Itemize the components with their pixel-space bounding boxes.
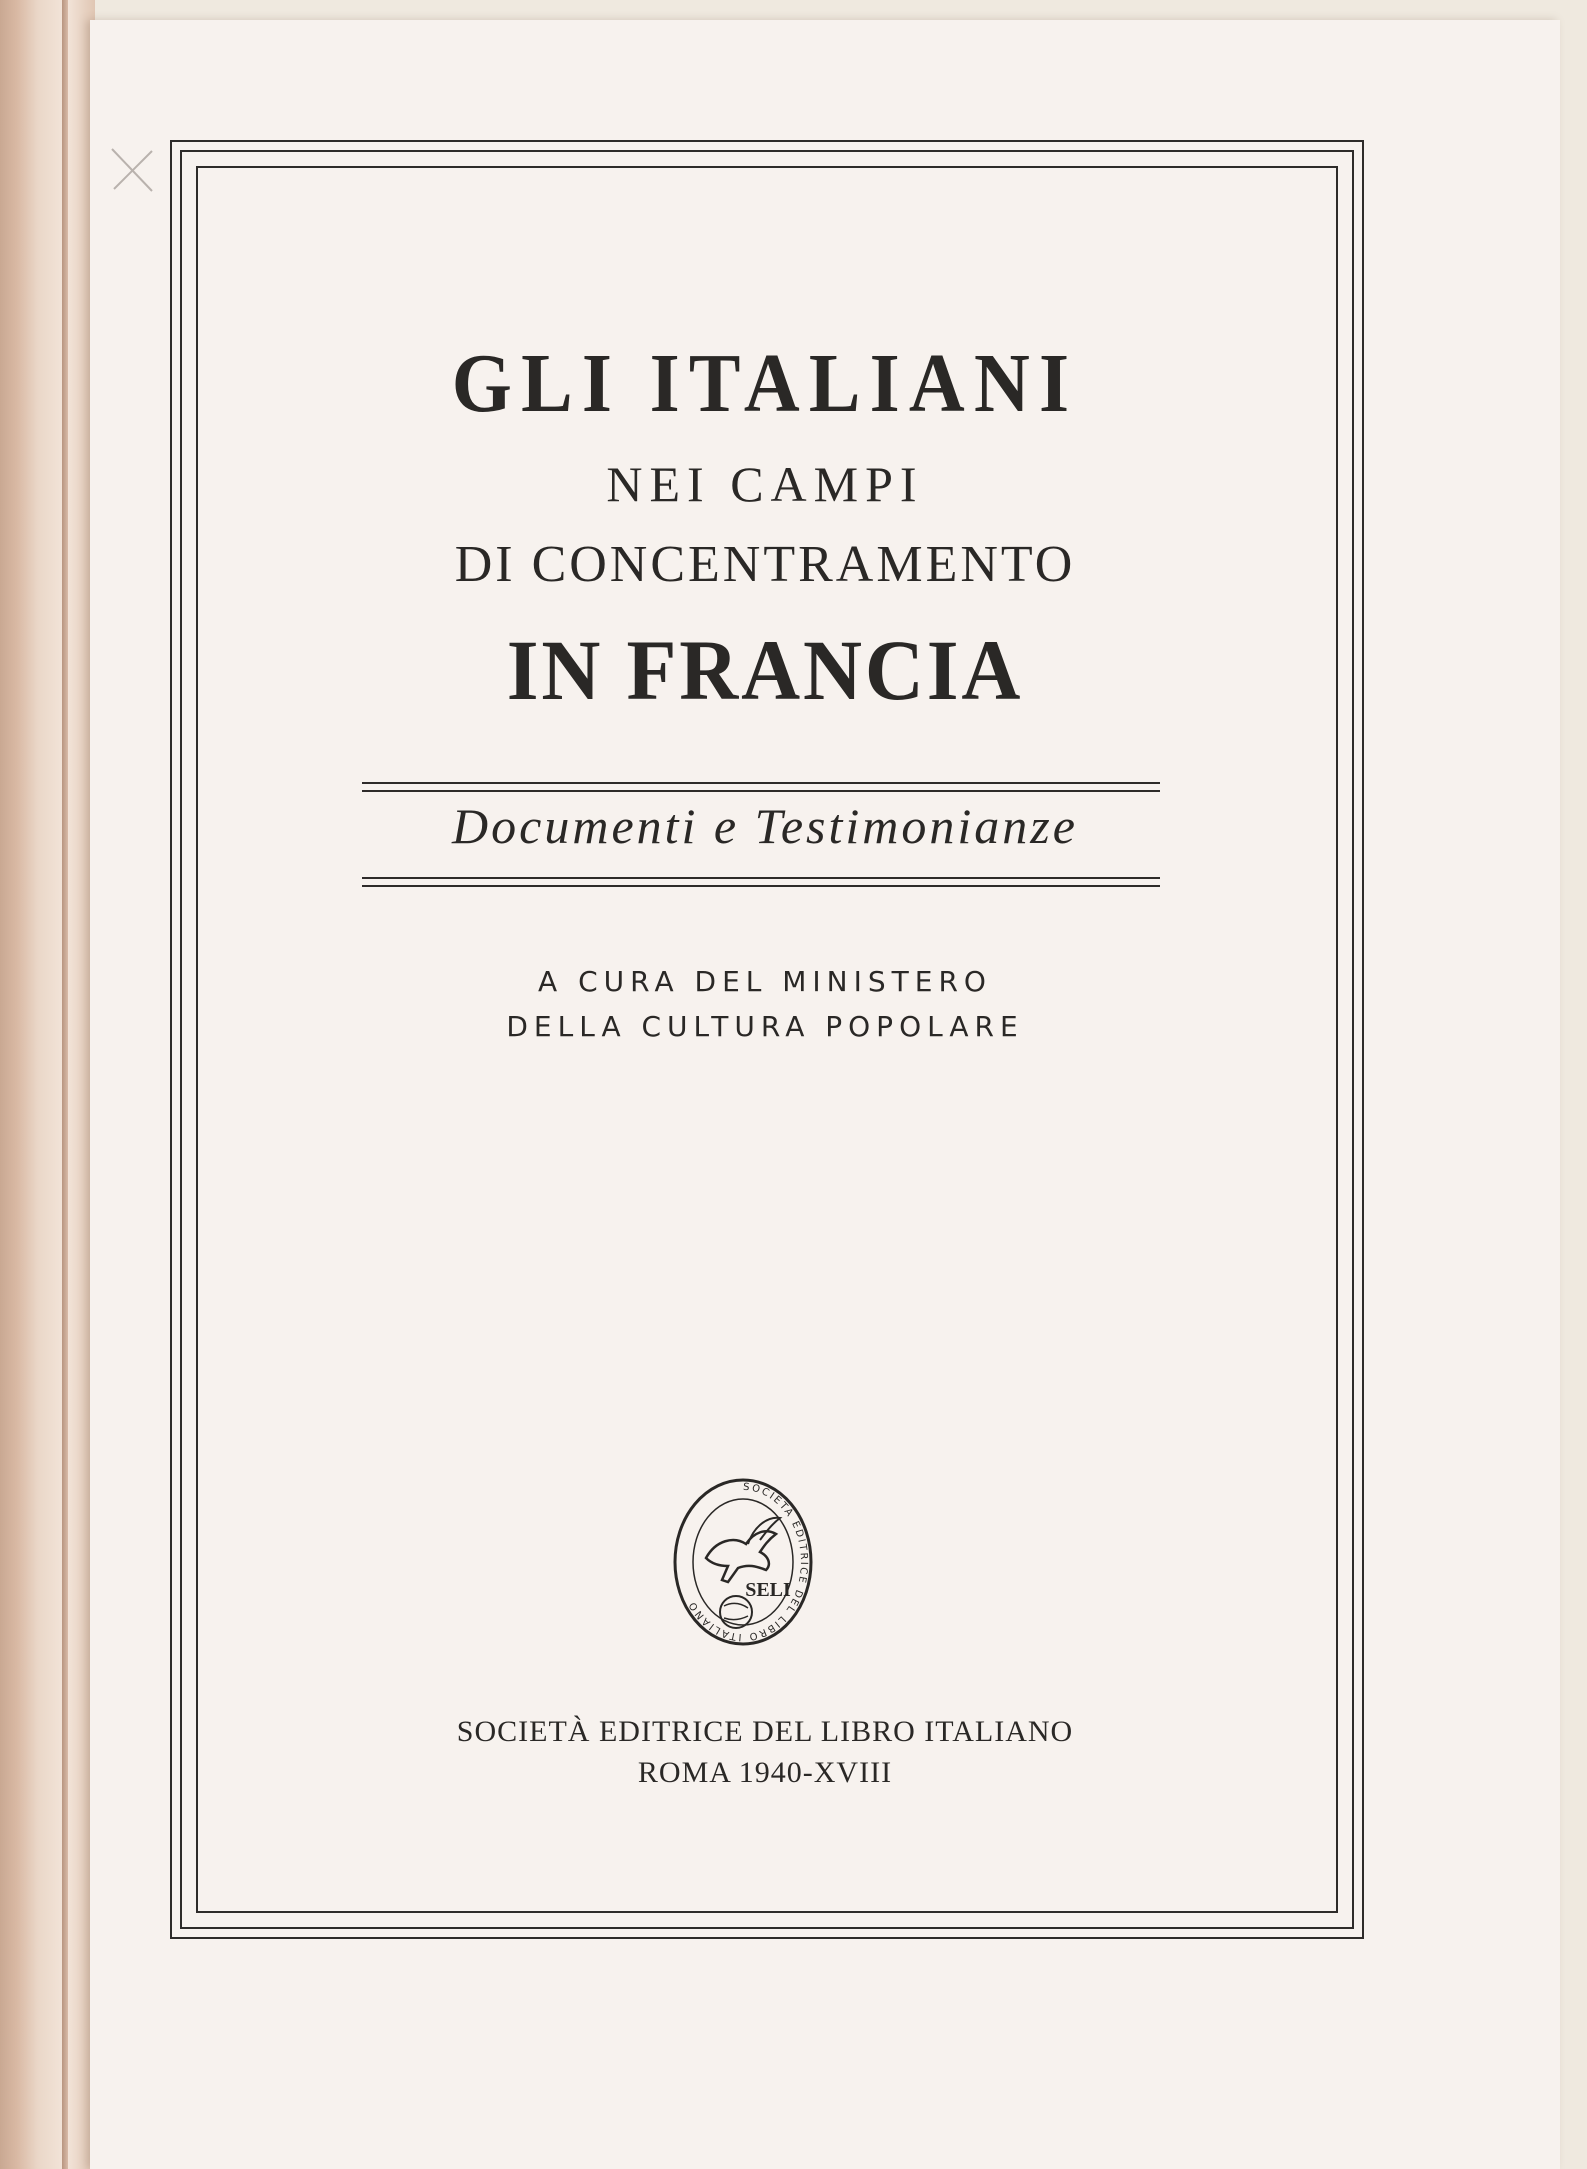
seal-ring-text: SOCIETÀ EDITRICE DEL LIBRO ITALIANO [686, 1481, 810, 1643]
title-line-4: IN FRANCIA [506, 622, 1024, 718]
subtitle-rule-top-1 [362, 782, 1160, 784]
pegasus-seal-icon [668, 1470, 818, 1650]
subtitle-rule-top-2 [362, 790, 1160, 792]
publisher-line-2: ROMA 1940-XVIII [637, 1756, 893, 1789]
curator-line-2: DELLA CULTURA POPOLARE [506, 1010, 1024, 1043]
seal-monogram: SELI [745, 1579, 791, 1601]
subtitle-rule-bottom-1 [362, 877, 1160, 879]
title-line-2: NEI CAMPI [606, 456, 924, 512]
title-line-3: DI CONCENTRAMENTO [454, 536, 1076, 593]
subtitle-rule-bottom-2 [362, 885, 1160, 887]
subtitle: Documenti e Testimonianze [452, 798, 1078, 854]
binding-edge [62, 0, 68, 2169]
pencil-x-mark-icon [108, 145, 158, 195]
curator-line-1: A CURA DEL MINISTERO [538, 965, 992, 998]
book-binding [0, 0, 95, 2169]
title-line-1: GLI ITALIANI [451, 337, 1079, 430]
publisher-line-1: SOCIETÀ EDITRICE DEL LIBRO ITALIANO [456, 1715, 1074, 1748]
